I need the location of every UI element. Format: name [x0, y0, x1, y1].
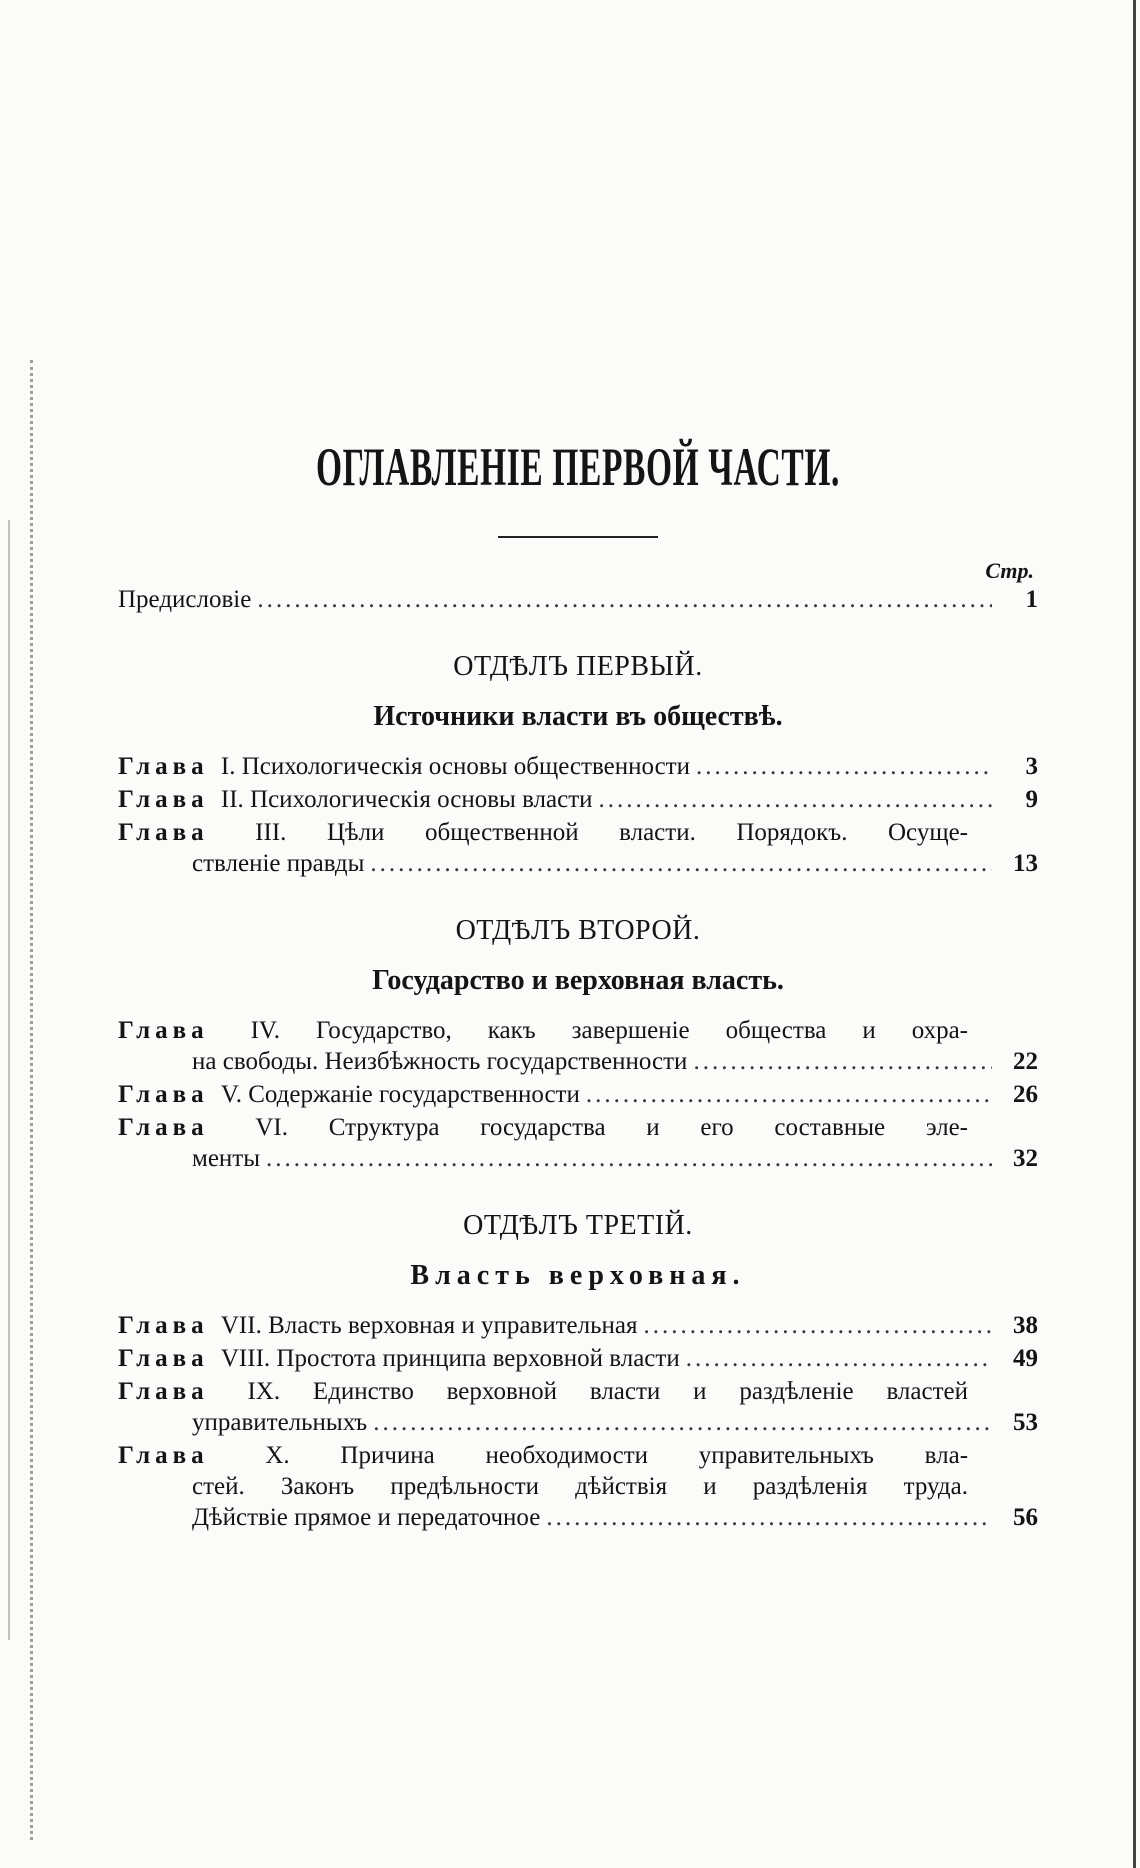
- toc-page: [118, 437, 1038, 1533]
- chapter-title: Единство верховной власти и раздѣленіе властей: [312, 1378, 968, 1405]
- section-title: ОТДѢЛЪ ТРЕТІЙ.: [463, 1210, 693, 1241]
- chapter-last-line: [118, 1407, 1038, 1438]
- leader-dots: [696, 751, 992, 782]
- chapter-number: IX.: [247, 1378, 281, 1405]
- chapter-glava: Глава: [118, 786, 209, 813]
- preface-page: 1: [1025, 586, 1038, 613]
- chapter-page: 38: [1013, 1312, 1038, 1339]
- chapter-page: 9: [1025, 786, 1038, 813]
- leader-dots: [686, 1343, 992, 1374]
- chapter-number: VII.: [220, 1312, 262, 1339]
- scan-edge-right: [1133, 0, 1136, 1868]
- chapter-number: X.: [265, 1442, 290, 1469]
- chapter-glava: Глава: [118, 1312, 209, 1339]
- chapter-number: II.: [220, 786, 244, 813]
- chapter-middle-line: стей. Законъ предѣльности дѣйствія и раздѣленія труда.: [192, 1473, 968, 1500]
- chapter-title: Власть верховная и управительная: [268, 1312, 638, 1339]
- leader-dots: [586, 1079, 992, 1110]
- chapter-glava: Глава: [118, 1442, 209, 1469]
- chapter-title-cont: управительныхъ: [192, 1409, 368, 1436]
- chapter-last-line: [118, 848, 1038, 879]
- chapter-first-line: [118, 817, 1038, 848]
- page-title: ОГЛАВЛЕНІЕ ПЕРВОЙ ЧАСТИ.: [315, 437, 841, 497]
- section-title: ОТДѢЛЪ ВТОРОЙ.: [455, 915, 701, 946]
- chapter-page: 53: [1013, 1409, 1038, 1436]
- chapter-title-cont: Дѣйствіе прямое и передаточное: [192, 1504, 541, 1531]
- chapter-title-cont: ствленіе правды: [192, 850, 365, 877]
- chapter-page: 49: [1013, 1345, 1038, 1372]
- scan-edge-left-line: [8, 520, 12, 1640]
- leader-dots: [644, 1310, 992, 1341]
- chapter-last-line: [118, 1143, 1038, 1174]
- chapter-entry: [118, 817, 1038, 879]
- leader-dots: [599, 784, 992, 815]
- chapter-title-cont: на свободы. Неизбѣжность государственности: [192, 1048, 688, 1075]
- leader-dots: [257, 584, 992, 615]
- chapter-entry: [118, 1310, 1038, 1341]
- leader-dots: [373, 1407, 992, 1438]
- chapter-row: [118, 1079, 1038, 1110]
- chapter-title: Психологическія основы общественности: [241, 753, 690, 780]
- chapter-title: Содержаніе государственности: [248, 1081, 580, 1108]
- chapter-glava: Глава: [118, 1378, 209, 1405]
- leader-dots: [693, 1046, 992, 1077]
- chapter-number: I.: [220, 753, 236, 780]
- chapter-title: Цѣли общественной власти. Порядокъ. Осуще-: [326, 819, 968, 846]
- chapter-entry: [118, 1343, 1038, 1374]
- chapter-glava: Глава: [118, 1345, 209, 1372]
- chapter-glava: Глава: [118, 1017, 209, 1044]
- chapter-row: [118, 784, 1038, 815]
- chapter-number: III.: [255, 819, 287, 846]
- chapter-entry: [118, 1015, 1038, 1077]
- chapter-row: [118, 751, 1038, 782]
- chapter-row: [118, 1343, 1038, 1374]
- chapter-entry: [118, 751, 1038, 782]
- chapter-title: Психологическія основы власти: [250, 786, 593, 813]
- chapter-number: VI.: [255, 1114, 288, 1141]
- chapter-first-line: [118, 1376, 1038, 1407]
- chapter-entry: [118, 784, 1038, 815]
- chapter-title: Причина необходимости управительныхъ вла-: [340, 1442, 969, 1469]
- chapter-page: 56: [1013, 1504, 1038, 1531]
- chapter-entry: [118, 1079, 1038, 1110]
- chapter-title-cont: менты: [192, 1145, 261, 1172]
- chapter-glava: Глава: [118, 753, 209, 780]
- chapter-row: [118, 1310, 1038, 1341]
- leader-dots: [546, 1502, 992, 1533]
- page-column-label: Стр.: [985, 558, 1034, 583]
- chapter-number: IV.: [250, 1017, 281, 1044]
- chapter-page: 22: [1013, 1048, 1038, 1075]
- chapter-entry: [118, 1376, 1038, 1438]
- chapter-glava: Глава: [118, 1114, 209, 1141]
- section-title: ОТДѢЛЪ ПЕРВЫЙ.: [453, 651, 703, 682]
- chapter-number: VIII.: [220, 1345, 271, 1372]
- chapter-page: 26: [1013, 1081, 1038, 1108]
- section-subtitle: Источники власти въ обществѣ.: [373, 701, 783, 732]
- chapter-number: V.: [220, 1081, 242, 1108]
- title-rule: [498, 536, 658, 538]
- chapter-first-line: [118, 1112, 1038, 1143]
- leader-dots: [370, 848, 992, 879]
- section-subtitle: Государство и верховная власть.: [372, 965, 784, 996]
- chapter-page: 3: [1025, 753, 1038, 780]
- preface-entry: [118, 584, 1038, 615]
- leader-dots: [266, 1143, 992, 1174]
- preface-label: Предисловіе: [118, 586, 252, 613]
- chapter-last-line: [118, 1046, 1038, 1077]
- chapter-page: 32: [1013, 1145, 1038, 1172]
- chapter-entry: [118, 1112, 1038, 1174]
- chapter-entry: [118, 1440, 1038, 1533]
- chapter-title: Простота принципа верховной власти: [276, 1345, 680, 1372]
- chapter-glava: Глава: [118, 1081, 209, 1108]
- sections-container: [118, 651, 1038, 1533]
- chapter-page: 13: [1013, 850, 1038, 877]
- scan-edge-left: [30, 360, 63, 1840]
- chapter-glava: Глава: [118, 819, 209, 846]
- chapter-title: Структура государства и его составные эле-: [328, 1114, 969, 1141]
- section-subtitle: Власть верховная.: [410, 1260, 746, 1291]
- chapter-last-line: [118, 1502, 1038, 1533]
- chapter-first-line: [118, 1440, 1038, 1471]
- chapter-title: Государство, какъ завершеніе общества и охра-: [315, 1017, 968, 1044]
- chapter-first-line: [118, 1015, 1038, 1046]
